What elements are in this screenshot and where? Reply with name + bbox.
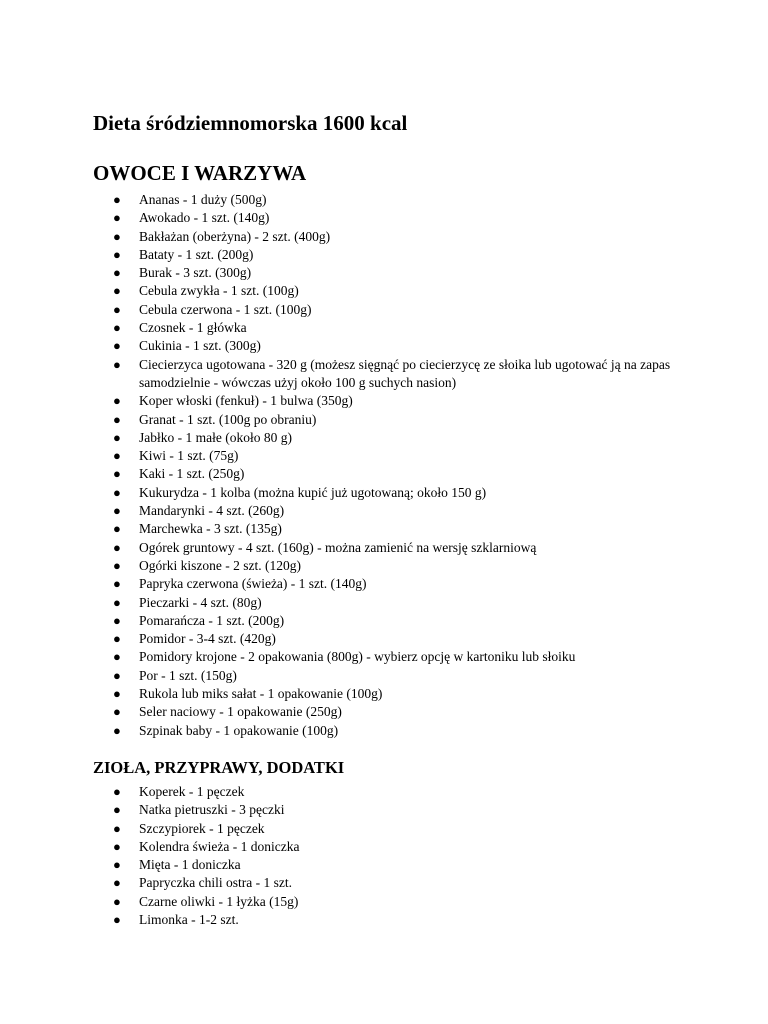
list-item-text: Pieczarki - 4 szt. (80g) [139, 594, 262, 610]
list-item-text: Mandarynki - 4 szt. (260g) [139, 503, 285, 519]
list-item-text: Kiwi - 1 szt. (75g) [139, 448, 239, 464]
bullet-icon: ● [113, 429, 121, 445]
list-item [93, 282, 693, 300]
bullet-icon: ● [113, 320, 121, 336]
list-item-text: Ogórki kiszone - 2 szt. (120g) [139, 557, 301, 573]
bullet-icon: ● [113, 228, 121, 244]
list-item [93, 209, 693, 227]
list-item [93, 228, 693, 246]
list-item [93, 301, 693, 319]
bullet-icon: ● [113, 594, 121, 610]
list-item [93, 820, 693, 838]
bullet-icon: ● [113, 722, 121, 738]
bullet-icon: ● [113, 301, 121, 317]
list-item-text: Kolendra świeża - 1 doniczka [139, 838, 300, 854]
list-item [93, 911, 693, 929]
list-item-text: Limonka - 1-2 szt. [139, 912, 239, 928]
list-item [93, 411, 693, 429]
bullet-icon: ● [113, 411, 121, 427]
bullet-icon: ● [113, 338, 121, 354]
list-item-text: Koper włoski (fenkuł) - 1 bulwa (350g) [139, 393, 353, 409]
bullet-icon: ● [113, 557, 121, 573]
list-item-text: Ogórek gruntowy - 4 szt. (160g) - można zamienić na wersję szklarniową [139, 539, 537, 555]
bullet-icon: ● [113, 393, 121, 409]
list-item-text: Bakłażan (oberżyna) - 2 szt. (400g) [139, 228, 331, 244]
list-item [93, 575, 693, 593]
list-item [93, 557, 693, 575]
bullet-icon: ● [113, 631, 121, 647]
list-item-text: Pomarańcza - 1 szt. (200g) [139, 612, 285, 628]
list-item [93, 484, 693, 502]
bullet-icon: ● [113, 649, 121, 665]
bullet-icon: ● [113, 686, 121, 702]
list-item [93, 447, 693, 465]
bullet-icon: ● [113, 893, 121, 909]
list-item [93, 594, 693, 612]
document-title: Dieta śródziemnomorska 1600 kcal [93, 111, 408, 135]
list-item-text: Burak - 3 szt. (300g) [139, 265, 252, 281]
bullet-icon: ● [113, 283, 121, 299]
bullet-icon: ● [113, 820, 121, 836]
list-item [93, 630, 693, 648]
bullet-icon: ● [113, 246, 121, 262]
list-item [93, 520, 693, 538]
list-item [93, 246, 693, 264]
list-item-text: Cebula czerwona - 1 szt. (100g) [139, 301, 312, 317]
list-item-text: Kukurydza - 1 kolba (można kupić już ugotowaną; około 150 g) [139, 484, 487, 500]
list-item [93, 337, 693, 355]
list-item [93, 722, 693, 740]
list-item-text: Por - 1 szt. (150g) [139, 667, 237, 683]
list-item-text: Kaki - 1 szt. (250g) [139, 466, 245, 482]
list-item-text: Czarne oliwki - 1 łyżka (15g) [139, 893, 299, 909]
list-item [93, 356, 693, 393]
list-item [93, 502, 693, 520]
list-item-text: Mięta - 1 doniczka [139, 857, 241, 873]
bullet-icon: ● [113, 503, 121, 519]
list-item-text: Rukola lub miks sałat - 1 opakowanie (100g) [139, 686, 383, 702]
list-item [93, 539, 693, 557]
list-item-text: Czosnek - 1 główka [139, 320, 247, 336]
list-item [93, 465, 693, 483]
bullet-icon: ● [113, 484, 121, 500]
bullet-icon: ● [113, 612, 121, 628]
list-item-text: Granat - 1 szt. (100g po obraniu) [139, 411, 317, 427]
list-item-text: Cukinia - 1 szt. (300g) [139, 338, 261, 354]
list-item-text: Jabłko - 1 małe (około 80 g) [139, 429, 292, 445]
section-heading-herbs-spices: ZIOŁA, PRZYPRAWY, DODATKI [93, 758, 345, 777]
list-item [93, 874, 693, 892]
list-item-text: Papryczka chili ostra - 1 szt. [139, 875, 292, 891]
list-item-text: Seler naciowy - 1 opakowanie (250g) [139, 704, 342, 720]
bullet-icon: ● [113, 521, 121, 537]
list-item-text: Ananas - 1 duży (500g) [139, 192, 267, 207]
list-item-text: Ciecierzyca ugotowana - 320 g (możesz sięgnąć po ciecierzycę ze słoika lub ugotować ją na zapas samodzielnie - wówczas użyj około 100 g suchych nasion) [139, 356, 671, 390]
herbs-spices-list [93, 783, 693, 929]
list-item-text: Pomidory krojone - 2 opakowania (800g) - wybierz opcję w kartoniku lub słoiku [139, 649, 576, 665]
section-heading-fruits-vegetables: OWOCE I WARZYWA [93, 161, 307, 185]
bullet-icon: ● [113, 192, 121, 207]
bullet-icon: ● [113, 576, 121, 592]
list-item-text: Koperek - 1 pęczek [139, 784, 245, 799]
list-item [93, 319, 693, 337]
list-item-text: Szpinak baby - 1 opakowanie (100g) [139, 722, 339, 738]
list-item [93, 667, 693, 685]
list-item-text: Cebula zwykła - 1 szt. (100g) [139, 283, 299, 299]
bullet-icon: ● [113, 875, 121, 891]
bullet-icon: ● [113, 265, 121, 281]
bullet-icon: ● [113, 667, 121, 683]
list-item [93, 429, 693, 447]
list-item [93, 801, 693, 819]
list-item [93, 191, 693, 209]
list-item-text: Awokado - 1 szt. (140g) [139, 210, 270, 226]
list-item [93, 856, 693, 874]
bullet-icon: ● [113, 704, 121, 720]
list-item [93, 838, 693, 856]
list-item [93, 264, 693, 282]
list-item [93, 893, 693, 911]
list-item-text: Pomidor - 3-4 szt. (420g) [139, 631, 276, 647]
bullet-icon: ● [113, 210, 121, 226]
bullet-icon: ● [113, 802, 121, 818]
bullet-icon: ● [113, 448, 121, 464]
list-item [93, 648, 693, 666]
list-item [93, 783, 693, 801]
list-item [93, 392, 693, 410]
list-item [93, 612, 693, 630]
list-item-text: Marchewka - 3 szt. (135g) [139, 521, 282, 537]
bullet-icon: ● [113, 356, 121, 372]
bullet-icon: ● [113, 857, 121, 873]
fruits-vegetables-list [93, 191, 693, 740]
list-item-text: Papryka czerwona (świeża) - 1 szt. (140g) [139, 576, 367, 592]
bullet-icon: ● [113, 838, 121, 854]
list-item-text: Natka pietruszki - 3 pęczki [139, 802, 285, 818]
bullet-icon: ● [113, 912, 121, 928]
list-item-text: Szczypiorek - 1 pęczek [139, 820, 265, 836]
bullet-icon: ● [113, 784, 121, 799]
bullet-icon: ● [113, 539, 121, 555]
list-item-text: Bataty - 1 szt. (200g) [139, 246, 254, 262]
bullet-icon: ● [113, 466, 121, 482]
list-item [93, 685, 693, 703]
list-item [93, 703, 693, 721]
